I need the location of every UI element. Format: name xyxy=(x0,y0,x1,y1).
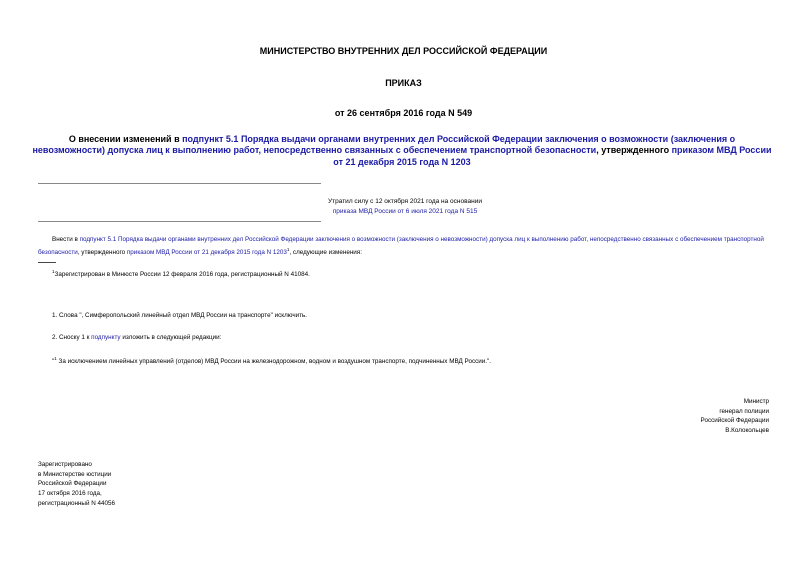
intro-suffix: , следующие изменения: xyxy=(289,248,362,256)
lost-force-link[interactable]: приказа МВД России от 6 июля 2021 года N 515 xyxy=(332,208,478,215)
registration-line-1: Зарегистрировано xyxy=(38,461,92,468)
signature-country: Российской Федерации xyxy=(700,417,769,425)
lost-force-text: Утратил силу с 12 октября 2021 года на основании xyxy=(328,198,482,205)
footnote-divider xyxy=(38,262,56,263)
registration-line-4: 17 октября 2016 года, xyxy=(38,490,102,498)
title-prefix: О внесении изменений в xyxy=(68,134,183,144)
quote-open: " xyxy=(52,358,55,366)
item2-suffix: изложить в следующей редакции: xyxy=(120,334,222,341)
intro-link-order[interactable]: приказом МВД России от 21 декабря 2015 года N 1203 xyxy=(126,248,287,256)
ministry-heading: МИНИСТЕРСТВО ВНУТРЕННИХ ДЕЛ РОССИЙСКОЙ ФЕДЕРАЦИИ xyxy=(259,46,548,56)
intro-prefix: Внести в xyxy=(52,236,80,243)
footnote-mark: 1 xyxy=(52,269,55,274)
footnote-1 xyxy=(52,268,310,280)
signature-rank: генерал полиции xyxy=(719,407,769,415)
amendment-item-2 xyxy=(52,334,221,343)
lost-force-note xyxy=(310,197,500,217)
document-title xyxy=(32,134,772,168)
signature-title: Министр xyxy=(743,398,769,405)
amendment-item-1: 1. Слова ", Симферопольский линейный отдел МВД России на транспорте" исключить. xyxy=(52,312,308,319)
item2-link-subclause[interactable]: подпункту xyxy=(91,334,121,341)
quote-text: За исключением линейных управлений (отделов) МВД России на железнодорожном, водном и воздушном транспорте, подчиненных МВД России.". xyxy=(56,358,492,366)
title-link-subclause[interactable]: подпункт 5.1 Порядка выдачи органами внутренних дел Российской Федерации заключения о возможности (заключения о невозможности) допуска лиц к выполнению работ, непосредственно связанных с обеспечением транспортной безопасности xyxy=(32,134,736,156)
item2-prefix: 2. Сноску 1 к xyxy=(52,334,92,341)
registration-block xyxy=(38,460,115,509)
intro-paragraph xyxy=(38,235,778,257)
quote-sup: 1 xyxy=(54,356,57,361)
divider-top xyxy=(38,183,321,184)
signature-block xyxy=(701,397,769,436)
signature-name: В.Колокольцев xyxy=(725,427,769,435)
doc-type-heading: ПРИКАЗ xyxy=(385,78,422,88)
registration-line-2: в Министерстве юстиции xyxy=(38,470,112,478)
title-link-order[interactable]: приказом МВД России от 21 декабря 2015 года N 1203 xyxy=(333,145,772,167)
divider-middle xyxy=(38,221,321,222)
quoted-footnote xyxy=(52,355,491,367)
title-middle: , утвержденного xyxy=(596,145,672,156)
intro-middle: , утвержденного xyxy=(77,248,127,256)
footnote-text: Зарегистрирован в Минюсте России 12 февраля 2016 года, регистрационный N 41084. xyxy=(54,271,310,279)
registration-line-5: регистрационный N 44056 xyxy=(38,499,116,507)
order-date-number: от 26 сентября 2016 года N 549 xyxy=(334,108,473,118)
registration-line-3: Российской Федерации xyxy=(38,480,107,488)
intro-footnote-mark[interactable]: 1 xyxy=(286,246,290,252)
intro-link-subclause[interactable]: подпункт 5.1 Порядка выдачи органами внутренних дел Российской Федерации заключения о возможности (заключения о невозможности) допуска лиц к выполнению работ, непосредственно связанных с обеспечением транспортной безопасности xyxy=(38,236,764,256)
